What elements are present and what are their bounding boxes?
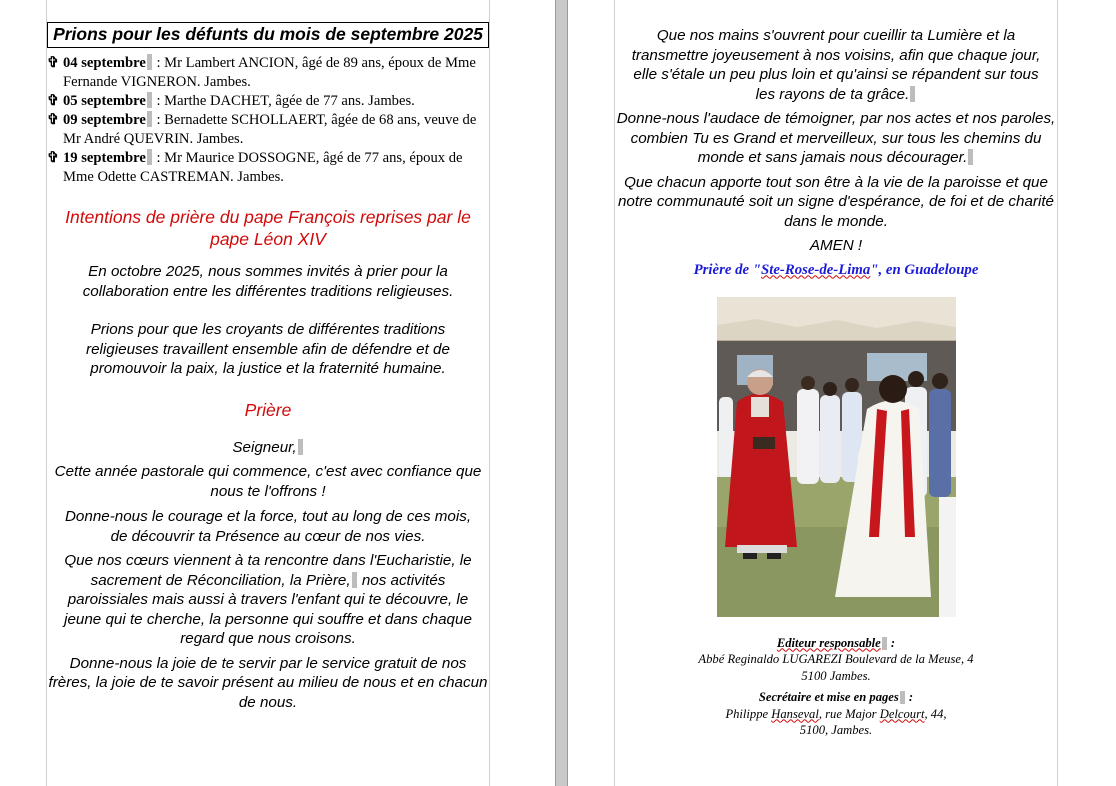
text-cursor-marker xyxy=(147,92,152,108)
secretary-block[interactable] xyxy=(615,689,1057,739)
death-text: : Bernadette SCHOLLAERT, âgée de 68 ans, veuve de Mr André QUEVRIN. Jambes. xyxy=(63,112,477,147)
cross-icon: ✞ xyxy=(47,93,60,109)
text-cursor-marker xyxy=(147,54,152,70)
parish-photo[interactable] xyxy=(717,297,956,617)
text-cursor-marker xyxy=(298,439,303,455)
intentions-heading[interactable]: Intentions de prière du pape François reprises par le pape Léon XIV xyxy=(65,207,471,249)
text-cursor-marker xyxy=(910,86,915,102)
attribution-place: Ste-Rose-de-Lima xyxy=(760,261,871,278)
prayer-salutation[interactable] xyxy=(47,438,489,458)
text-cursor-marker xyxy=(147,149,152,165)
cross-icon: ✞ xyxy=(47,55,60,71)
attribution-suffix: ", en Guadeloupe xyxy=(870,261,979,278)
secretary-surname: Hanseval xyxy=(771,706,819,721)
edge-figure xyxy=(939,497,956,617)
prayer-paragraph[interactable]: Donne-nous la joie de te servir par le service gratuit de nos frères, la joie de te savoir présent au milieu de nous et en chacun de nous. xyxy=(48,654,488,711)
secretary-street: , rue Major xyxy=(818,706,880,721)
editor-address-line: Abbé Reginaldo LUGAREZI Boulevard de la Meuse, 4 xyxy=(698,652,974,666)
prayer-attribution[interactable] xyxy=(615,261,1057,280)
death-date: 05 septembre xyxy=(63,93,146,109)
page-gap xyxy=(556,0,567,786)
list-item[interactable] xyxy=(47,149,489,187)
death-text: : Marthe DACHET, âgée de 77 ans. Jambes. xyxy=(152,93,415,109)
right-page-edge xyxy=(567,0,568,786)
photo-illustration xyxy=(717,297,956,617)
prayer-text: Que nos cœurs viennent à ta rencontre dans l'Eucharistie, le sacrement de Réconciliation, la Prière, xyxy=(64,552,472,589)
intention-paragraph[interactable]: En octobre 2025, nous sommes invités à prier pour la collaboration entre les différentes traditions religieuses. xyxy=(82,263,454,300)
salutation-text: Seigneur, xyxy=(232,438,297,456)
secretary-street-number: , 44, xyxy=(924,706,947,721)
deaths-list xyxy=(47,54,489,187)
text-cursor-marker xyxy=(352,572,357,588)
intention-paragraph[interactable]: Prions pour que les croyants de différentes traditions religieuses travaillent ensemble afin de défendre et de promouvoir la paix, la justice et la fraternité humaine. xyxy=(86,321,450,377)
left-page-edge xyxy=(555,0,556,786)
text-cursor-marker xyxy=(147,111,152,127)
prayer-paragraph[interactable] xyxy=(47,551,489,649)
prayer-text: Donne-nous l'audace de témoigner, par nos actes et nos paroles, combien Tu es Grand et merveilleux, sur tous les chemins du monde et sans jamais nous décourager. xyxy=(616,110,1056,166)
cross-icon: ✞ xyxy=(47,112,60,128)
death-date: 09 septembre xyxy=(63,112,146,128)
secretary-street-name: Delcourt xyxy=(879,706,925,721)
secretary-name: Philippe xyxy=(725,706,772,721)
cross-icon: ✞ xyxy=(47,150,60,166)
prayer-text: Que nos mains s'ouvrent pour cueillir ta Lumière et la transmettre joyeusement à nos voisins, afin que chaque jour, elle s'étale un peu plus loin et qu'ainsi se répandent sur tous les rayons de ta grâce. xyxy=(631,27,1041,103)
prayer-paragraph[interactable]: Cette année pastorale qui commence, c'est avec confiance que nous te l'offrons ! xyxy=(54,463,482,500)
amen-line[interactable]: AMEN ! xyxy=(809,237,863,254)
editor-heading xyxy=(615,635,1057,652)
list-item[interactable] xyxy=(47,92,489,111)
editor-block[interactable] xyxy=(615,635,1057,685)
list-item[interactable] xyxy=(47,111,489,149)
text-cursor-marker xyxy=(968,149,973,165)
text-cursor-marker xyxy=(900,691,905,704)
left-page xyxy=(47,0,489,712)
editor-address-line: 5100 Jambes. xyxy=(801,668,871,683)
tent-fabric xyxy=(717,319,956,341)
death-text: : Mr Maurice DOSSOGNE, âgé de 77 ans, époux de Mme Odette CASTREMAN. Jambes. xyxy=(63,150,463,185)
page-title[interactable]: Prions pour les défunts du mois de septembre 2025 xyxy=(47,22,489,48)
right-text-boundary xyxy=(1057,0,1058,786)
death-date: 19 septembre xyxy=(63,150,146,166)
prayer-paragraph[interactable] xyxy=(615,26,1057,104)
death-date: 04 septembre xyxy=(63,55,146,71)
secretary-colon: : xyxy=(905,690,914,704)
list-item[interactable] xyxy=(47,54,489,92)
prayer-paragraph[interactable] xyxy=(615,109,1057,168)
death-text: : Mr Lambert ANCION, âgé de 89 ans, époux de Mme Fernande VIGNERON. Jambes. xyxy=(63,55,476,90)
prayer-paragraph[interactable]: Donne-nous le courage et la force, tout au long de ces mois, de découvrir ta Présence au cœur de nos vies. xyxy=(64,508,472,545)
prayer-text: nos activités paroissiales mais aussi à travers l'enfant qui te découvre, le jeune qui te cherche, la personne qui souffre et dans chaque regard que nous croisons. xyxy=(64,571,472,647)
text-cursor-marker xyxy=(882,637,887,650)
prayer-paragraph[interactable]: Que chacun apporte tout son être à la vie de la paroisse et que notre communauté soit un signe d'espérance, de foi et de charité dans le monde. xyxy=(617,173,1054,230)
left-text-boundary xyxy=(489,0,490,786)
editor-colon: : xyxy=(887,635,896,650)
secretary-label: Secrétaire et mise en pages xyxy=(758,690,899,704)
attribution-prefix: Prière de " xyxy=(693,261,761,278)
secretary-heading xyxy=(615,689,1057,706)
priere-heading[interactable]: Prière xyxy=(244,399,292,420)
secretary-address-line: 5100, Jambes. xyxy=(799,723,873,737)
secretary-address-line xyxy=(615,706,1057,723)
editor-label: Editeur responsable xyxy=(776,635,881,650)
